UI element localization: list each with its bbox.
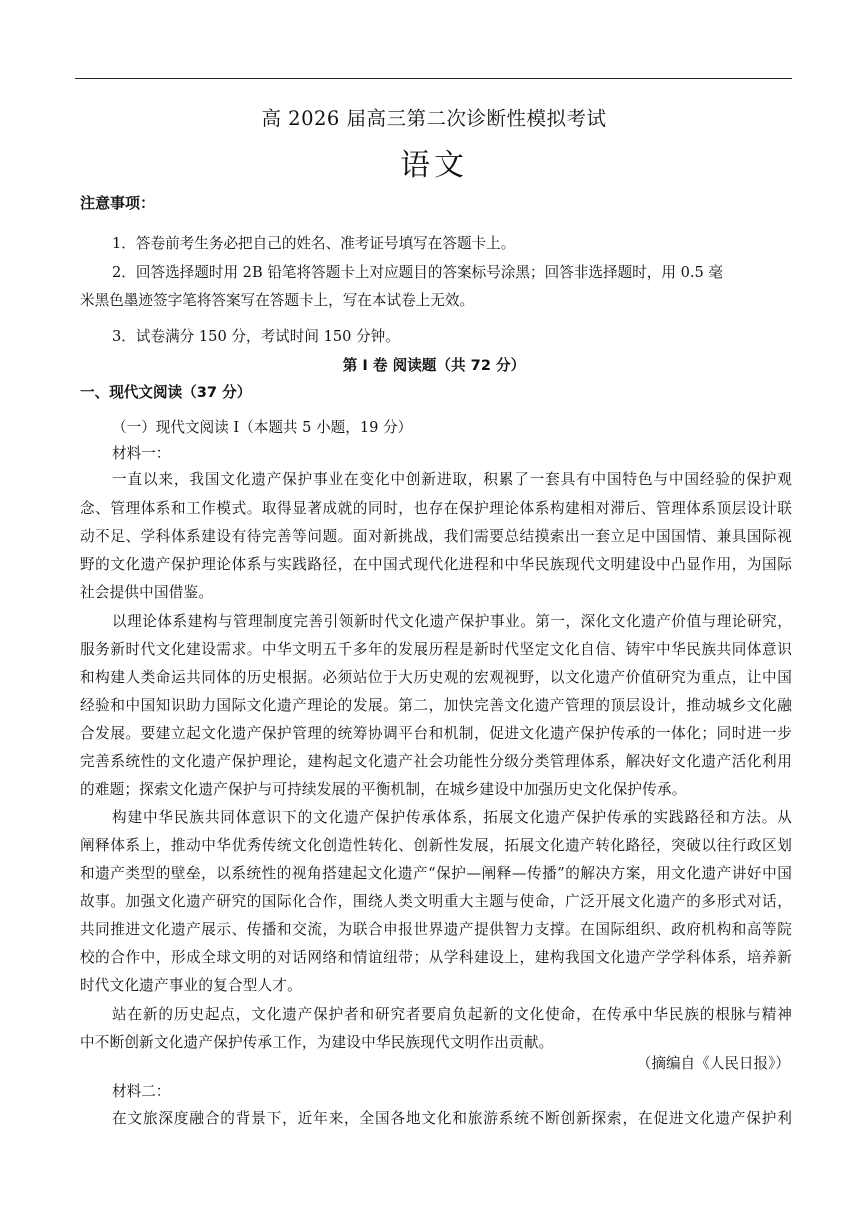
- subject-title: 语文: [400, 148, 468, 183]
- paragraph-line: 一直以来，我国文化遗产保护事业在变化中创新进取，积累了一套具有中国特色与中国经验的保护观: [112, 471, 792, 488]
- paragraph-line: 以理论体系建构与管理制度完善引领新时代文化遗产保护事业。第一，深化文化遗产价值与理论研究，: [112, 613, 792, 630]
- paragraph-line: 社会提供中国借鉴。: [80, 584, 214, 601]
- material-2-label: 材料二：: [112, 1083, 171, 1100]
- paragraph-line: 故事。加强文化遗产研究的国际化合作，围绕人类文明重大主题与使命，广泛开展文化遗产的多形式对话，: [80, 893, 792, 910]
- notice-item-1: 1．答卷前考生务必把自己的姓名、准考证号填写在答题卡上。: [112, 235, 516, 252]
- paragraph-line: 共同推进文化遗产展示、传播和交流，为联合申报世界遗产提供智力支撑。在国际组织、政府机构和高等院: [80, 921, 792, 938]
- paragraph-line: 的难题；探索文化遗产保护与可持续发展的平衡机制，在城乡建设中加强历史文化保护传承。: [80, 781, 687, 798]
- header-rule: [75, 78, 792, 79]
- material-1-label: 材料一：: [112, 445, 171, 462]
- part-heading: 第 I 卷 阅读题（共 72 分）: [342, 357, 526, 374]
- paragraph-line: 在文旅深度融合的背景下，近年来，全国各地文化和旅游系统不断创新探索，在促进文化遗产保护利: [112, 1110, 792, 1127]
- notice-item-3: 3．试卷满分 150 分，考试时间 150 分钟。: [112, 328, 400, 345]
- paragraph-line: 合发展。要建立起文化遗产保护管理的统筹协调平台和机制，促进文化遗产保护传承的一体化；同时进一步: [80, 725, 792, 742]
- notice-heading: 注意事项：: [80, 194, 156, 212]
- subsection-heading: （一）现代文阅读 I（本题共 5 小题，19 分）: [112, 419, 413, 436]
- paragraph-line: 中不断创新文化遗产保护传承工作，为建设中华民族现代文明作出贡献。: [80, 1034, 554, 1051]
- notice-item-2-line-1: 2．回答选择题时用 2B 铅笔将答题卡上对应题目的答案标号涂黑；回答非选择题时，用 0.5 毫: [112, 264, 724, 281]
- paragraph-line: 和遗产类型的壁垒，以系统性的视角搭建起文化遗产“保护—阐释—传播”的解决方案，用文化遗产讲好中国: [80, 865, 792, 882]
- paragraph-line: 动不足、学科体系建设有待完善等问题。面对新挑战，我们需要总结摸索出一套立足中国国情、兼具国际视: [80, 528, 792, 545]
- paragraph-line: 完善系统性的文化遗产保护理论，建构起文化遗产社会功能性分级分类管理体系，解决好文化遗产活化利用: [80, 753, 792, 770]
- paragraph-line: 服务新时代文化建设需求。中华文明五千多年的发展历程是新时代坚定文化自信、铸牢中华民族共同体意识: [80, 641, 792, 658]
- paragraph-line: 构建中华民族共同体意识下的文化遗产保护传承体系，拓展文化遗产保护传承的实践路径和方法。从: [112, 809, 792, 826]
- source-citation: （摘编自《人民日报》）: [636, 1055, 790, 1072]
- section-heading: 一、现代文阅读（37 分）: [80, 384, 252, 401]
- paragraph-line: 和构建人类命运共同体的历史根据。必须站位于大历史观的宏观视野，以文化遗产价值研究为重点，让中国: [80, 669, 792, 686]
- exam-title: 高 2026 届高三第二次诊断性模拟考试: [261, 107, 607, 130]
- paragraph-line: 野的文化遗产保护理论体系与实践路径，在中国式现代化进程和中华民族现代文明建设中凸显作用，为国际: [80, 556, 792, 573]
- paragraph-line: 时代文化遗产事业的复合型人才。: [80, 977, 302, 994]
- paragraph-line: 阐释体系上，推动中华优秀传统文化创造性转化、创新性发展，拓展文化遗产转化路径，突破以往行政区划: [80, 837, 792, 854]
- paragraph-line: 站在新的历史起点，文化遗产保护者和研究者要肩负起新的文化使命，在传承中华民族的根脉与精神: [112, 1006, 792, 1023]
- paragraph-line: 念、管理体系和工作模式。取得显著成就的同时，也存在保护理论体系构建相对滞后、管理体系顶层设计联: [80, 500, 792, 517]
- notice-item-2-line-2: 米黑色墨迹签字笔将答案写在答题卡上，写在本试卷上无效。: [80, 292, 475, 309]
- paragraph-line: 经验和中国知识助力国际文化遗产理论的发展。第二，加快完善文化遗产管理的顶层设计，推动城乡文化融: [80, 697, 792, 714]
- paragraph-line: 校的合作中，形成全球文明的对话网络和情谊纽带；从学科建设上，建构我国文化遗产学学科体系，培养新: [80, 949, 792, 966]
